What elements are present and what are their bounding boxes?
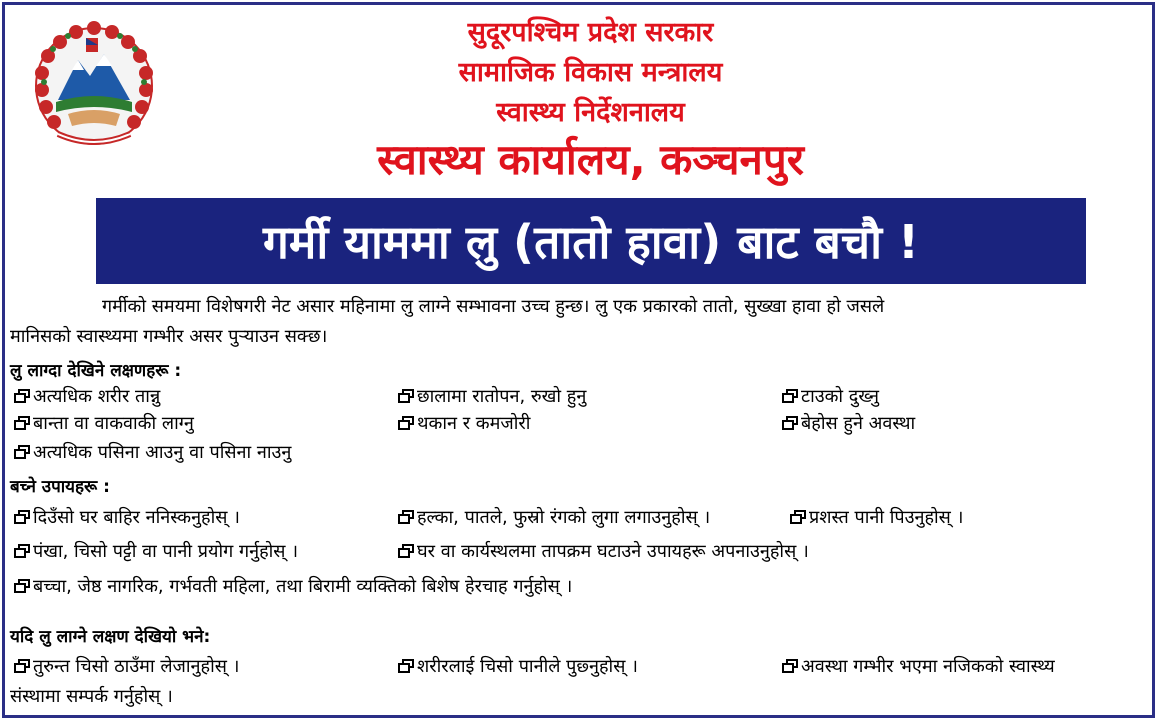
prevention-item: पंखा, चिसो पट्टी वा पानी प्रयोग गर्नुहोस् ।: [14, 539, 298, 563]
prevention-item: हल्का, पातले, फुस्रो रंगको लुगा लगाउनुहोस् ।: [398, 505, 710, 529]
checkbox-icon: [14, 416, 31, 430]
symptom-item: बेहोस हुने अवस्था: [782, 411, 915, 435]
action-item: शरीरलाई चिसो पानीले पुछ्नुहोस् ।: [398, 654, 638, 678]
checkbox-icon: [14, 659, 31, 673]
checkbox-icon: [398, 544, 415, 558]
action-item-continuation: संस्थामा सम्पर्क गर्नुहोस् ।: [10, 686, 173, 707]
ministry-heading: सामाजिक विकास मन्त्रालय: [458, 57, 723, 88]
symptom-item: थकान र कमजोरी: [398, 411, 530, 435]
prevention-item: बच्चा, जेष्ठ नागरिक, गर्भवती महिला, तथा बिरामी व्यक्तिको बिशेष हेरचाह गर्नुहोस् ।: [14, 574, 572, 598]
checkbox-icon: [790, 510, 807, 524]
symptom-item: अत्यधिक शरीर तान्नु: [14, 384, 160, 408]
checkbox-icon: [14, 445, 31, 459]
checkbox-icon: [782, 659, 799, 673]
banner-title: गर्मी याममा लु (तातो हावा) बाट बचौ !: [262, 215, 919, 269]
if-symptoms-heading: यदि लु लाग्ने लक्षण देखियो भने:: [10, 627, 211, 647]
action-item: अवस्था गम्भीर भएमा नजिकको स्वास्थ्य: [782, 654, 1055, 678]
symptom-item: छालामा रातोपन, रुखो हुनु: [398, 384, 586, 408]
health-office-heading: स्वास्थ्य कार्यालय, कञ्चनपुर: [377, 135, 804, 184]
checkbox-icon: [14, 510, 31, 524]
checkbox-icon: [14, 544, 31, 558]
checkbox-icon: [398, 510, 415, 524]
prevention-item: प्रशस्त पानी पिउनुहोस् ।: [790, 505, 963, 529]
prevention-heading: बच्ने उपायहरू :: [10, 477, 110, 497]
symptoms-heading: लु लाग्दा देखिने लक्षणहरू :: [10, 361, 182, 381]
intro-line-2: मानिसको स्वास्थ्यमा गम्भीर असर पुऱ्याउन सक्छ।: [10, 326, 328, 347]
checkbox-icon: [398, 416, 415, 430]
prevention-item: दिउँसो घर बाहिर ननिस्कनुहोस् ।: [14, 505, 240, 529]
province-government-heading: सुदूरपश्चिम प्रदेश सरकार: [467, 17, 714, 48]
prevention-item: घर वा कार्यस्थलमा तापक्रम घटाउने उपायहरू अपनाउनुहोस् ।: [398, 539, 809, 563]
intro-paragraph: [10, 292, 1152, 352]
symptom-item: टाउको दुख्नु: [782, 384, 879, 408]
checkbox-icon: [782, 416, 799, 430]
directorate-heading: स्वास्थ्य निर्देशनालय: [496, 97, 685, 128]
checkbox-icon: [398, 659, 415, 673]
symptom-item: बान्ता वा वाकवाकी लाग्नु: [14, 411, 194, 435]
checkbox-icon: [14, 389, 31, 403]
title-banner: [96, 198, 1086, 284]
checkbox-icon: [782, 389, 799, 403]
checkbox-icon: [398, 389, 415, 403]
symptom-item: अत्यधिक पसिना आउनु वा पसिना नाउनु: [14, 440, 291, 464]
checkbox-icon: [14, 579, 31, 593]
intro-line-1: गर्मीको समयमा विशेषगरी नेट असार महिनामा लु लाग्ने सम्भावना उच्च हुन्छ। लु एक प्रकारको तातो, सुख्खा हावा हो जसले: [102, 296, 885, 317]
action-item: तुरुन्त चिसो ठाउँमा लेजानुहोस् ।: [14, 654, 239, 678]
